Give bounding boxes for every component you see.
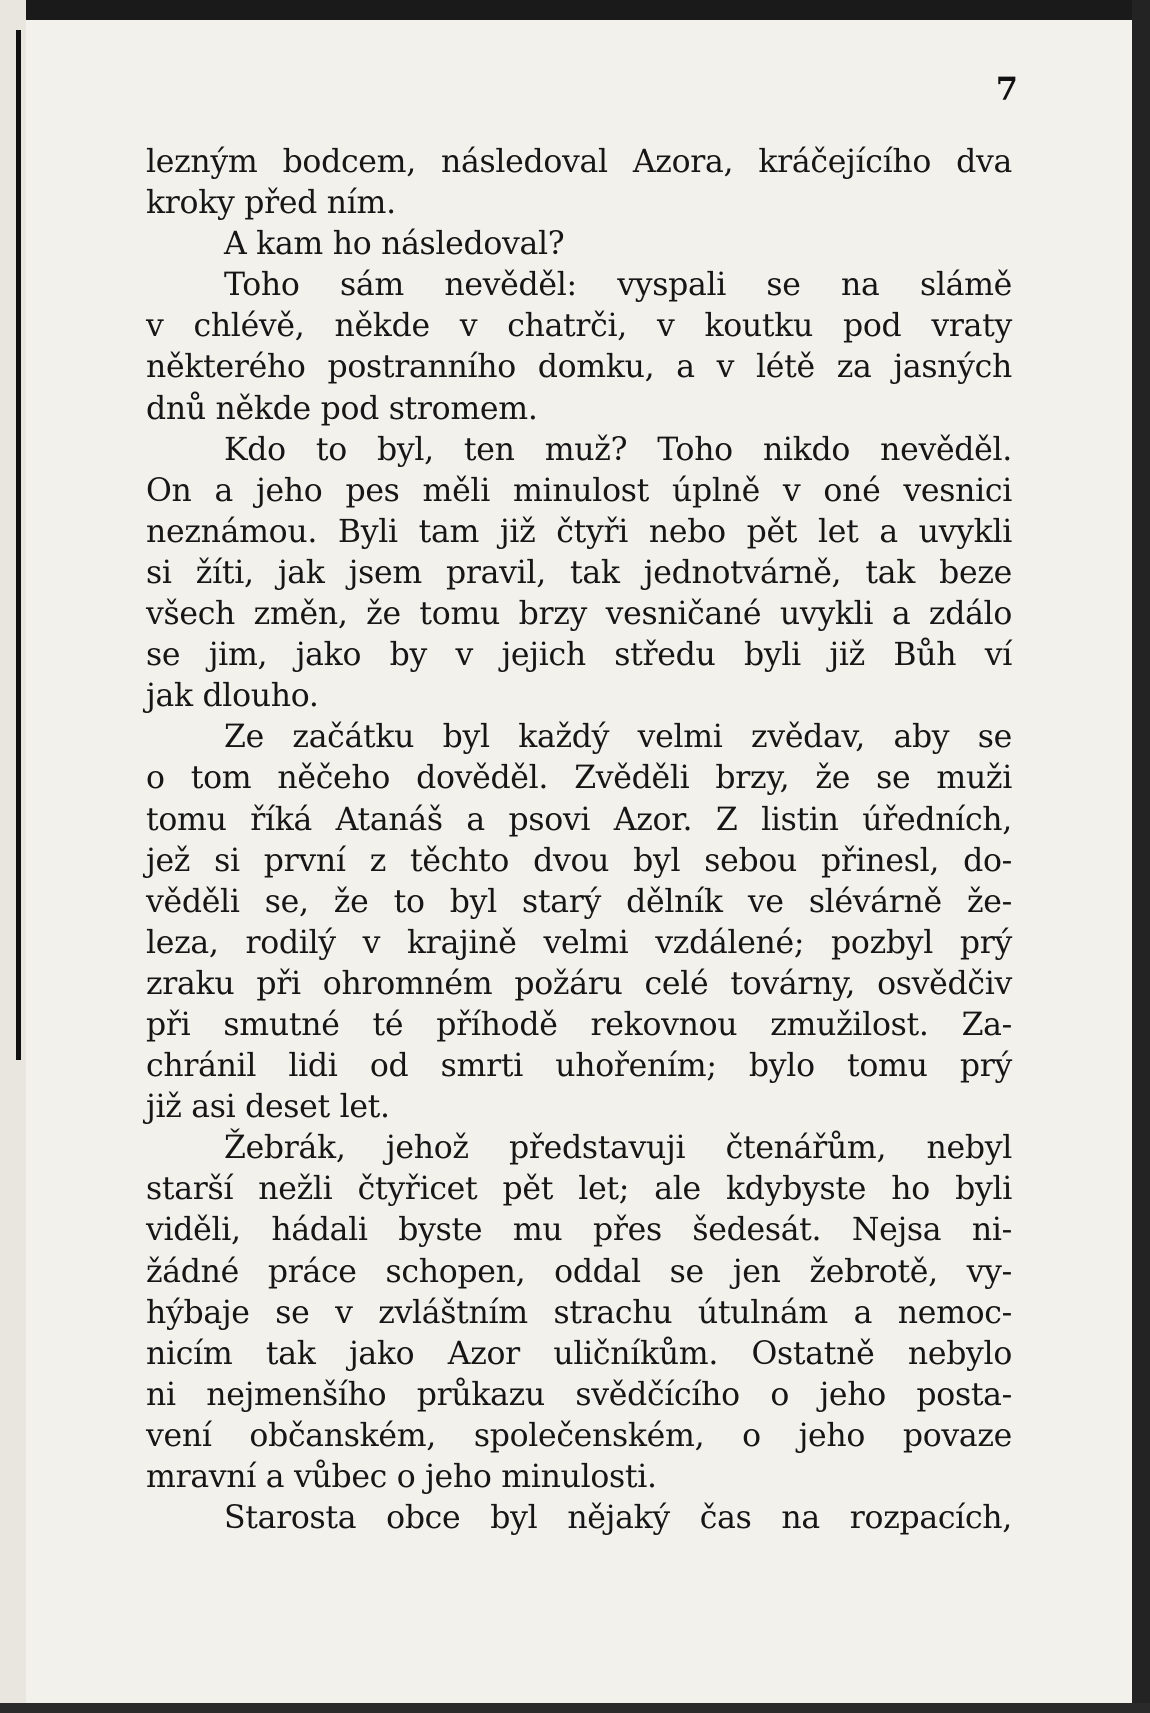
text-line: kroky před ním. [146, 185, 396, 222]
text-line: si žíti, jak jsem pravil, tak jednotvárně, tak beze [146, 554, 1012, 591]
text-line: některého postranního domku, a v létě za jasných [146, 349, 1012, 386]
text-line: chránil lidi od smrti uhořením; bylo tomu prý [146, 1048, 1012, 1085]
text-line: hýbaje se v zvláštním strachu útulnám a nemoc- [146, 1294, 1012, 1331]
text-line: jak dlouho. [146, 678, 319, 715]
text-line: se jim, jako by v jejich středu byli již Bůh ví [146, 637, 1012, 674]
text-line: A kam ho následoval? [224, 226, 565, 263]
text-line: nicím tak jako Azor uličníkům. Ostatně nebylo [146, 1335, 1012, 1372]
text-line: mravní a vůbec o jeho minulosti. [146, 1459, 657, 1495]
text-line: Starosta obce byl nějaký čas na rozpacích, [224, 1500, 1012, 1537]
text-line: již asi deset let. [146, 1089, 390, 1126]
text-line: Kdo to byl, ten muž? Toho nikdo nevěděl. [224, 431, 1012, 468]
text-line: ni nejmenšího průkazu svědčícího o jeho posta- [146, 1376, 1012, 1413]
scan-top-edge [0, 0, 1150, 20]
text-line: dnů někde pod stromem. [146, 390, 538, 427]
text-line: viděli, hádali byste mu přes šedesát. Nejsa ni- [146, 1212, 1012, 1249]
body-text [146, 142, 1012, 1539]
scan-bottom-edge [0, 1703, 1150, 1713]
scan-right-edge [1132, 0, 1150, 1713]
text-line: On a jeho pes měli minulost úplně v oné vesnici [146, 472, 1012, 509]
text-line: věděli se, že to byl starý dělník ve slévárně že- [146, 883, 1012, 920]
text-line: lezným bodcem, následoval Azora, kráčejícího dva [146, 144, 1012, 180]
text-line: žádné práce schopen, oddal se jen žebrotě, vy- [146, 1253, 1012, 1290]
text-line: tomu říká Atanáš a psovi Azor. Z listin úředních, [146, 801, 1012, 838]
text-line: Toho sám nevěděl: vyspali se na slámě [224, 267, 1012, 304]
text-line: v chlévě, někde v chatrči, v koutku pod vraty [146, 308, 1012, 345]
text-line: při smutné té příhodě rekovnou zmužilost. Za- [146, 1006, 1012, 1043]
text-line: starší nežli čtyřicet pět let; ale kdybyste ho byli [146, 1171, 1012, 1208]
binding-line [16, 30, 21, 1060]
text-line: zraku při ohromném požáru celé továrny, osvědčiv [146, 965, 1012, 1002]
text-line: vení občanském, společenském, o jeho povaze [146, 1417, 1012, 1454]
scan-left-edge [0, 0, 26, 1713]
page-number: 7 [995, 70, 1018, 108]
text-line: jež si první z těchto dvou byl sebou přinesl, do- [146, 842, 1012, 879]
text-line: leza, rodilý v krajině velmi vzdálené; pozbyl prý [146, 924, 1012, 961]
text-line: všech změn, že tomu brzy vesničané uvykli a zdálo [146, 596, 1012, 633]
text-line: o tom něčeho dověděl. Zvěděli brzy, že se muži [146, 760, 1012, 797]
text-line: neznámou. Byli tam již čtyři nebo pět let a uvykli [146, 513, 1012, 550]
text-line: Ze začátku byl každý velmi zvědav, aby se [224, 719, 1012, 756]
text-line: Žebrák, jehož představuji čtenářům, nebyl [224, 1130, 1012, 1167]
